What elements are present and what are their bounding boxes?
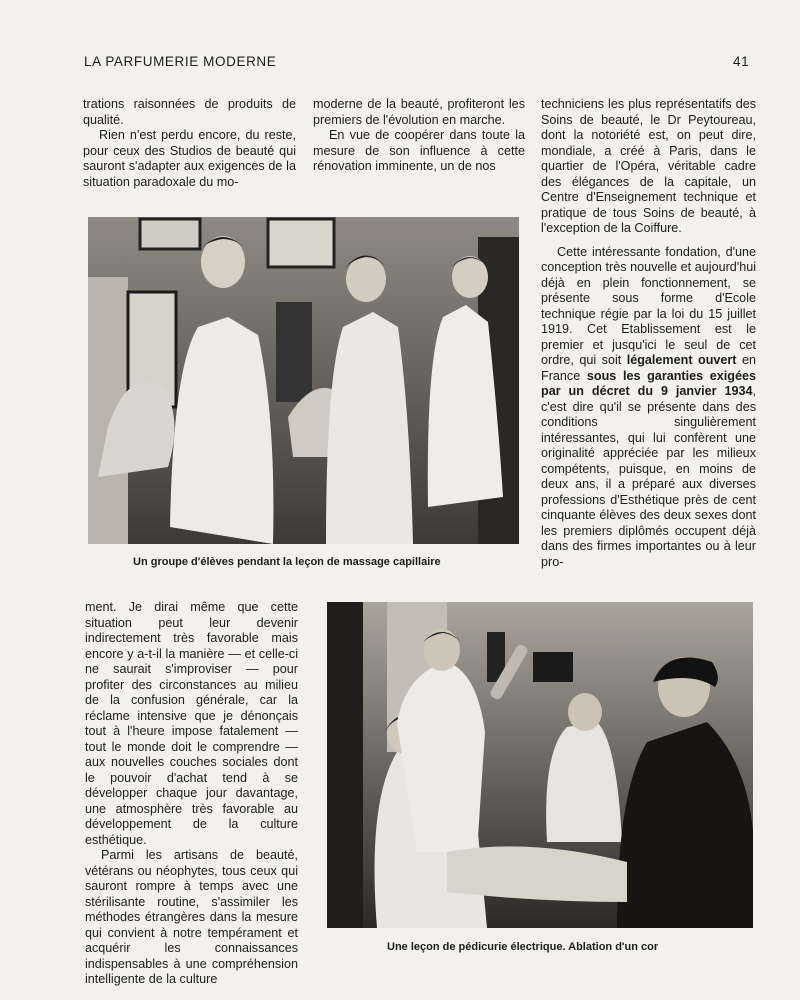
bold-run: légalement ouvert [626, 353, 737, 367]
text-run: , c'est dire qu'il se présente dans des conditions singulièrement intéressantes, qui lui confèrent une originalité appréciée par les milieux compétents, puisque, en moins de deux ans, il a préparé aux diverses professions d'Esthétique près de cent cinquante élèves des deux sexes dont les premiers diplômés occupent déjà dans des firmes importantes ou à leur pro- [541, 384, 756, 569]
bold-run: sous les garanties exigées par un décret du 9 janvier 1934 [541, 368, 756, 398]
column1-top-text [83, 97, 296, 190]
paragraph: moderne de la beauté, profiteront les premiers de l'évolution en marche. [313, 97, 525, 127]
paragraph: Rien n'est perdu encore, du reste, pour ceux des Studios de beauté qui sauront s'adapter aux exigences de la situation paradoxale du mo- [83, 128, 296, 189]
paragraph: Parmi les artisans de beauté, vétérans ou néophytes, tous ceux qui sauront rompre à temps avec une stérilisante routine, s'assimiler les méthodes étrangères dans la mesure qui convient à notre tempérament et acquérir les connaissances indispensables à une compréhension intelligente de la culture [85, 848, 298, 986]
photo-electric-pedicure-lesson [327, 602, 753, 928]
photo-hair-massage-class [88, 217, 519, 544]
text-run: Cette intéressante fondation, d'une conception très nouvelle et aujourd'hui déjà en plein fonctionnement, se présente sous forme d'Ecole technique régie par la loi du 15 juillet 1919. Cet Etablissement est le premier et jusqu'ici le seul de cet ordre, qui soit [541, 244, 756, 367]
paragraph: techniciens les plus représentatifs des Soins de beauté, le Dr Peytoureau, dont la notoriété est, on peut dire, mondiale, a créé à Paris, dans le quartier de l'Opéra, véritable cadre des élégances de la capitale, un Centre d'Enseignement technique et pratique de tous Soins de beauté, à l'exception de la Coiffure. [541, 97, 756, 235]
paragraph: ment. Je dirai même que cette situation peut leur devenir indirectement très favorable mais encore y a-t-il la manière — et celle-ci ne saurait s'improviser — pour profiter des circonstances au milieu de la confusion générale, car la réclame intensive que je dénonçais tout à l'heure impose fatalement — tout le monde doit le comprendre — aux nouvelles couches sociales dont le pouvoir d'achat tend à se développer chaque jour davantage, une atmosphère très favorable au développement de la culture esthétique. [85, 600, 298, 847]
column1-bottom-text [85, 600, 298, 988]
column2-top-text [313, 97, 525, 175]
caption-photo2: Une leçon de pédicurie électrique. Ablation d'un cor [387, 941, 659, 953]
column3-text [541, 97, 756, 570]
paragraph [541, 245, 756, 571]
running-header-title: LA PARFUMERIE MODERNE [84, 54, 277, 69]
paragraph: En vue de coopérer dans toute la mesure de son influence à cette rénovation imminente, un de nos [313, 128, 525, 173]
text-run: en France [541, 353, 756, 383]
caption-photo1: Un groupe d'élèves pendant la leçon de massage capillaire [133, 556, 441, 568]
page-number: 41 [733, 54, 750, 69]
paragraph: trations raisonnées de produits de qualité. [83, 97, 296, 127]
